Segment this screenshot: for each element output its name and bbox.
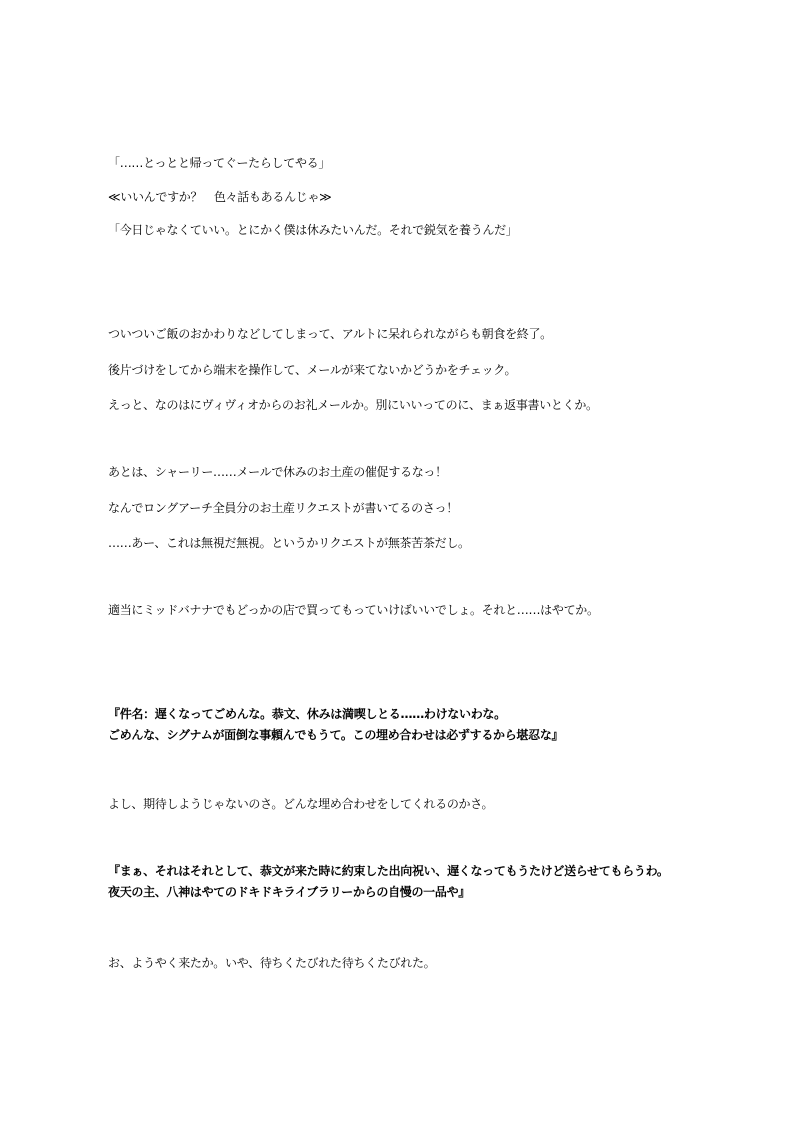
dialogue-line: 「今日じゃなくていい。とにかく僕は休みたいんだ。それで鋭気を養うんだ」 [108,223,518,237]
narration-line: 適当にミッドバナナでもどっかの店で買ってもっていけばいいでしょ。それと……はやてか。 [108,603,599,617]
narration-line: 後片づけをしてから端末を操作して、メールが来てないかどうかをチェック。 [108,363,517,377]
email-text-line: ごめんな、シグナムが面倒な事頼んでもうて。この埋め合わせは必ずするから堪忍な』 [108,728,564,742]
dialogue-line: 「……とっとと帰ってぐーたらしてやる」 [108,156,331,170]
email-text-line: 『まぁ、それはそれとして、恭文が来た時に約束した出向祝い、遅くなってもうたけど送らせてもらうわ。 [108,864,669,878]
dialogue-line: ≪いいんですか？ 色々話もあるんじゃ≫ [108,190,332,204]
narration-line: お、ようやく来たか。いや、待ちくたびれた待ちくたびれた。 [108,956,436,970]
narration-line: よし、期待しようじゃないのさ。どんな埋め合わせをしてくれるのかさ。 [108,797,494,811]
email-text-line: 『件名：遅くなってごめんな。恭文、休みは満喫しとる……わけないわな。 [108,707,506,721]
narration-line: えっと、なのはにヴィヴィオからのお礼メールか。別にいいってのに、まぁ返事書いとくか。 [108,398,598,412]
narration-line: なんでロングアーチ全員分のお土産リクエストが書いてるのさっ！ [108,501,458,515]
narration-line: あとは、シャーリー……メールで休みのお土産の催促するなっ！ [108,465,447,479]
email-text-line: 夜天の主、八神はやてのドキドキライブラリーからの自慢の一品や』 [108,885,470,899]
narration-line: ……あー、これは無視だ無視。というかリクエストが無茶苦茶だし。 [108,536,470,550]
narration-line: ついついご飯のおかわりなどしてしまって、アルトに呆れられながらも朝食を終了。 [108,327,552,341]
